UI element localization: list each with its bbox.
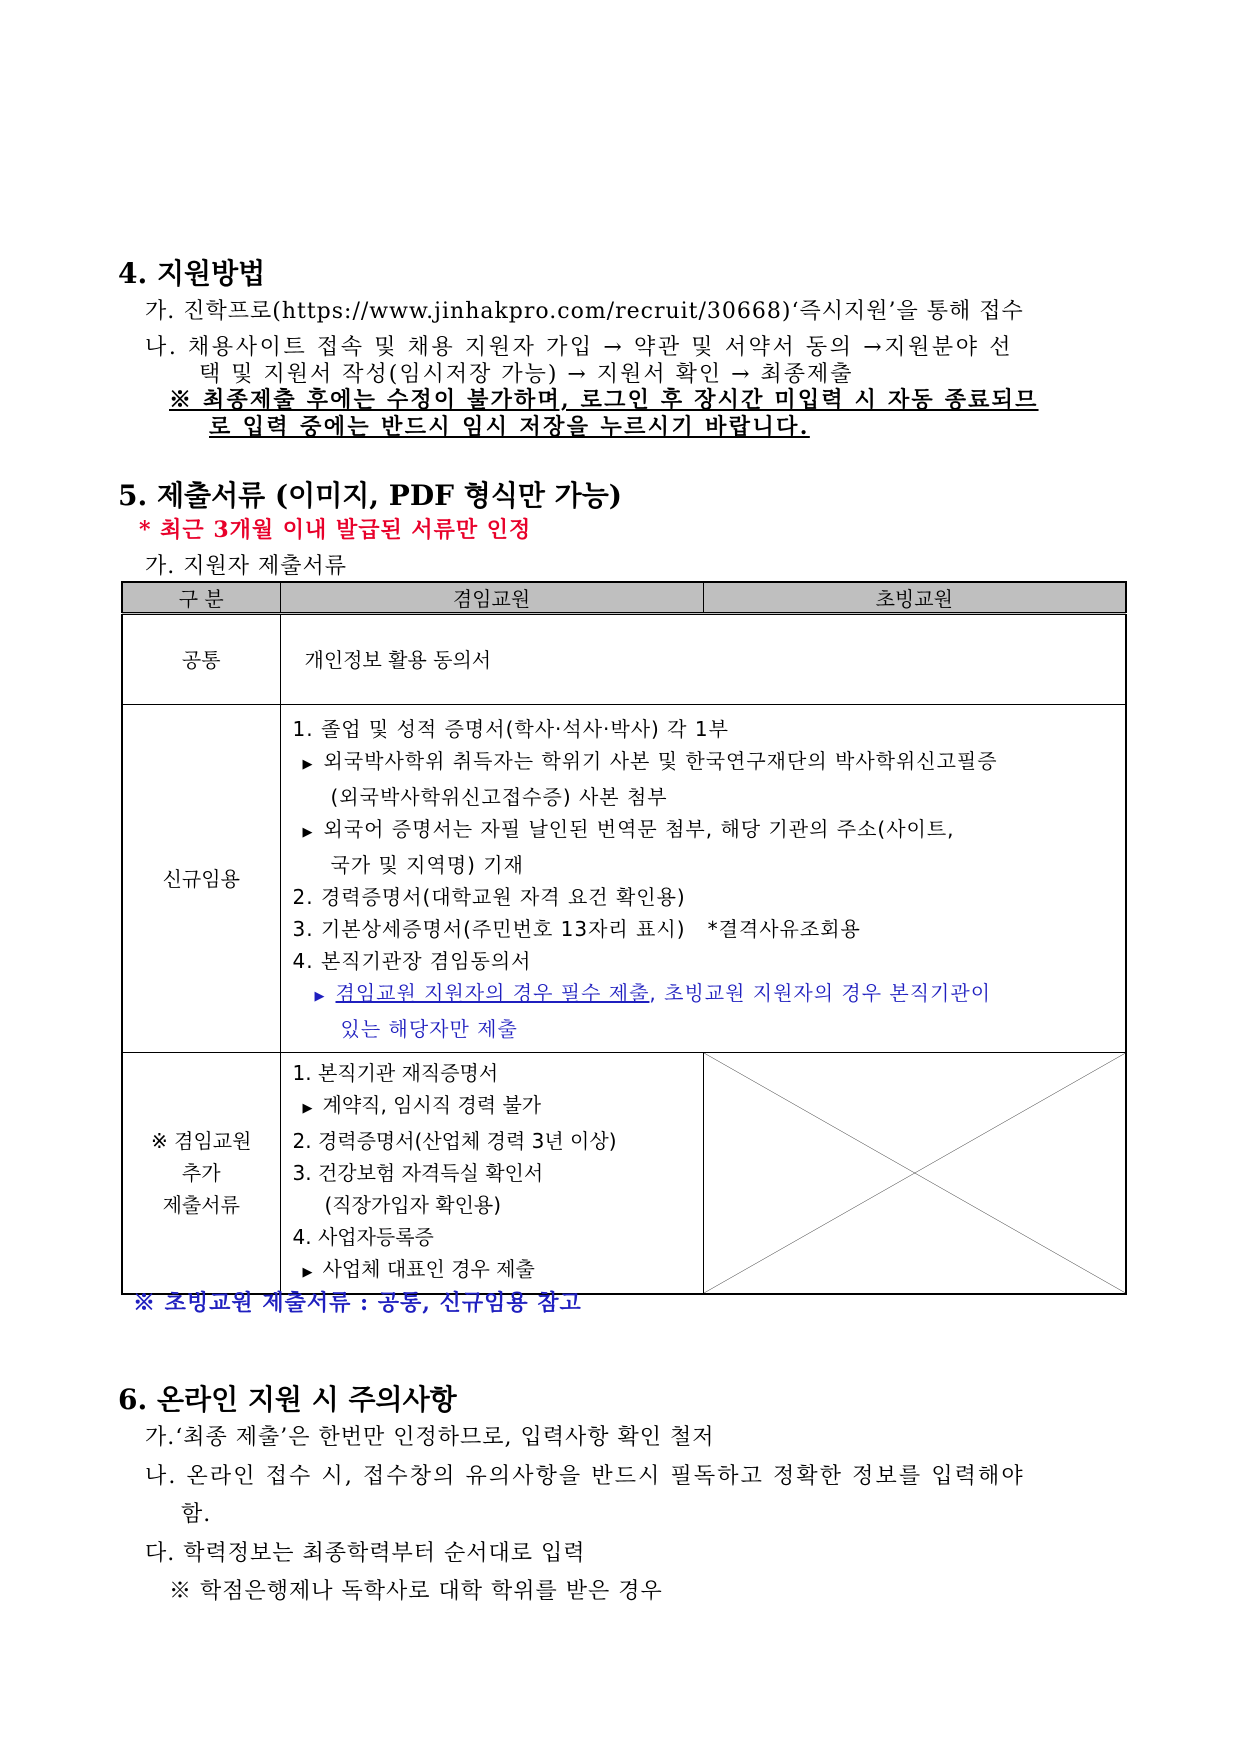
section6-item-ga: 가.‘최종 제출’은 한번만 인정하므로, 입력사항 확인 철저: [145, 1425, 715, 1450]
triangle-right-icon: ▶: [314, 988, 326, 1004]
row-new-sub-cont: 국가 및 지역명) 기재: [330, 852, 524, 877]
row-new-line-note: *결격사유조회용: [707, 916, 861, 941]
table-row-extra: [122, 1053, 1126, 1295]
row-new-line: 4. 본직기관장 겸임동의서: [292, 948, 532, 973]
header-category: 구 분: [122, 582, 280, 614]
row-new-blue-note: [293, 977, 1114, 1013]
section6-item-da-note: ※ 학점은행제나 독학사로 대학 학위를 받은 경우: [169, 1579, 663, 1604]
triangle-right-icon: ▶: [302, 1101, 313, 1116]
section4-note-line2: 로 입력 중에는 반드시 임시 저장을 누르시기 바랍니다.: [209, 414, 810, 440]
row-extra-label-line: ※ 겸임교원: [151, 1129, 252, 1153]
row-new-blue-cont: 있는 해당자만 제출: [340, 1016, 518, 1041]
row-extra-line: 2. 경력증명서(산업체 경력 3년 이상): [292, 1129, 617, 1153]
row-extra-sub-text: 사업체 대표인 경우 제출: [322, 1257, 535, 1281]
row-new-content: [280, 705, 1126, 1053]
row-extra-line: 4. 사업자등록증: [292, 1225, 434, 1249]
row-new-line: 2. 경력증명서(대학교원 자격 요건 확인용): [292, 884, 686, 909]
row-common-content: 개인정보 활용 동의서: [280, 614, 1126, 705]
row-new-line: 1. 졸업 및 성적 증명서(학사·석사·박사) 각 1부: [292, 716, 729, 741]
row-new-label: 신규임용: [122, 705, 280, 1053]
documents-table: [121, 581, 1127, 1295]
row-new-blue-underlined: 겸임교원 지원자의 경우 필수 제출: [335, 980, 650, 1005]
section6-item-da: 다. 학력정보는 최종학력부터 순서대로 입력: [145, 1541, 586, 1566]
row-new-sub-cont: (외국박사학위신고접수증) 사본 첨부: [330, 784, 668, 809]
section4-item-na-line2: 택 및 지원서 작성(임시저장 가능) → 지원서 확인 → 최종제출: [199, 362, 854, 387]
row-new-sub: [293, 813, 1114, 849]
section5-item-ga: 가. 지원자 제출서류: [145, 554, 347, 579]
row-new-blue-rest: , 초빙교원 지원자의 경우 본직기관이: [649, 980, 992, 1005]
row-new-sub-text: 외국어 증명서는 자필 날인된 번역문 첨부, 해당 기관의 주소(사이트,: [323, 816, 955, 841]
section4-note-line1: ※ 최종제출 후에는 수정이 불가하며, 로그인 후 장시간 미입력 시 자동 종료되므: [169, 387, 1039, 413]
table-row-new: [122, 705, 1126, 1053]
section6-title: 6. 온라인 지원 시 주의사항: [118, 1383, 457, 1416]
triangle-right-icon: ▶: [302, 824, 314, 840]
section4-item-na-line1: 나. 채용사이트 접속 및 채용 지원자 가입 → 약관 및 서약서 동의 →지원분야 선: [145, 335, 1014, 360]
section5-title: 5. 제출서류 (이미지, PDF 형식만 가능): [118, 479, 623, 512]
triangle-right-icon: ▶: [302, 1265, 313, 1280]
row-extra-line: 1. 본직기관 재직증명서: [292, 1061, 499, 1085]
section6-item-na-line1: 나. 온라인 접수 시, 접수창의 유의사항을 반드시 필독하고 정확한 정보를 입력해야: [145, 1464, 1025, 1489]
header-adjunct: 겸임교원: [280, 582, 703, 614]
section5-blue-note: ※ 초빙교원 제출서류 : 공통, 신규임용 참고: [133, 1290, 582, 1316]
row-extra-line: 3. 건강보험 자격득실 확인서: [292, 1161, 544, 1185]
triangle-right-icon: ▶: [302, 756, 314, 772]
row-extra-sub: [293, 1089, 691, 1125]
section6-item-na-line2: 함.: [181, 1502, 212, 1527]
row-extra-line-cont: (직장가입자 확인용): [324, 1193, 502, 1217]
section4-title: 4. 지원방법: [118, 257, 266, 290]
row-extra-label: [122, 1053, 280, 1295]
table-header-row: [122, 582, 1126, 614]
row-common-label: 공통: [122, 614, 280, 705]
table-row-common: [122, 614, 1126, 705]
not-applicable-cell: [703, 1053, 1126, 1295]
section5-red-note: * 최근 3개월 이내 발급된 서류만 인정: [139, 517, 532, 543]
row-extra-label-line: 추가: [181, 1161, 221, 1185]
header-invited: 초빙교원: [703, 582, 1126, 614]
cross-icon: [704, 1053, 1126, 1293]
section4-item-ga: 가. 진학프로(https://www.jinhakpro.com/recruit/30668)‘즉시지원’을 통해 접수: [145, 299, 1024, 324]
row-extra-sub-text: 계약직, 임시직 경력 불가: [322, 1093, 542, 1117]
row-new-sub: [293, 745, 1114, 781]
row-extra-label-line: 제출서류: [162, 1193, 240, 1217]
row-new-sub-text: 외국박사학위 취득자는 학위기 사본 및 한국연구재단의 박사학위신고필증: [323, 748, 998, 773]
row-new-line-text: 3. 기본상세증명서(주민번호 13자리 표시): [292, 916, 686, 941]
row-extra-content: [280, 1053, 703, 1295]
row-new-line: [293, 913, 1114, 945]
row-extra-sub: [293, 1253, 691, 1289]
